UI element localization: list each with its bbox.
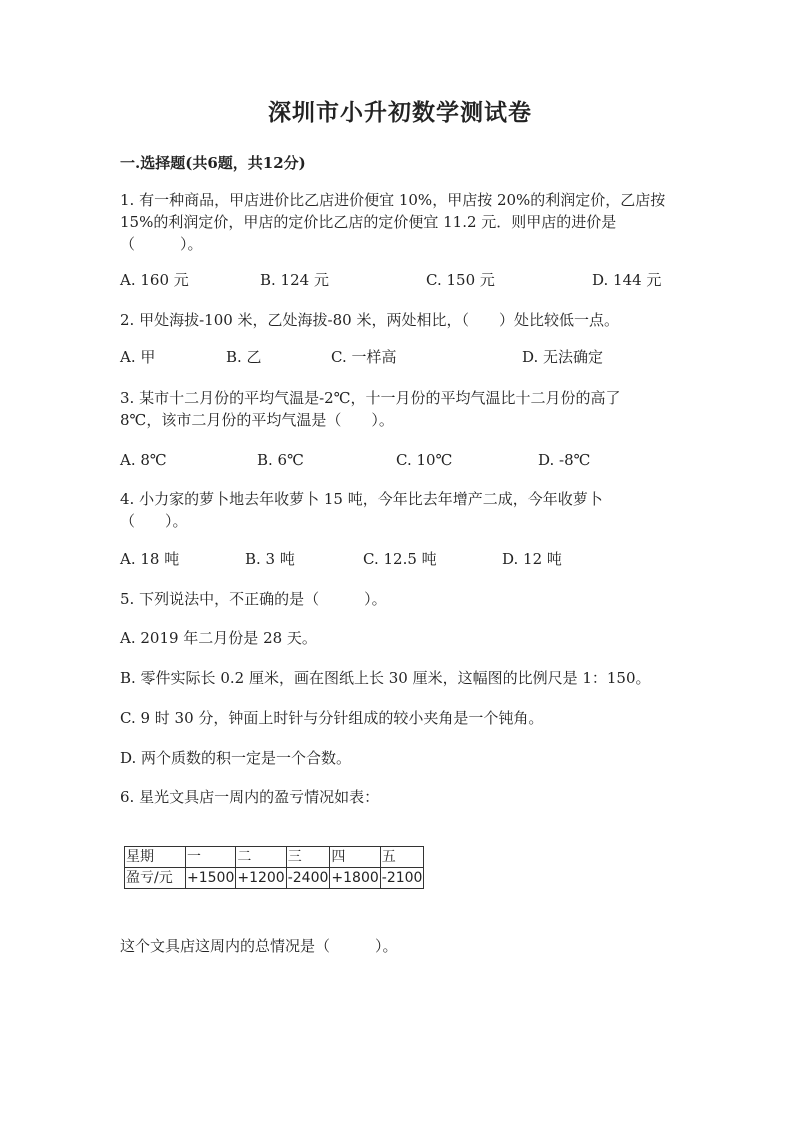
question-5-option-d: D. 两个质数的积一定是一个合数。 xyxy=(120,749,352,767)
table-row xyxy=(125,868,424,889)
question-1-line-2: 15%的利润定价，甲店的定价比乙店的定价便宜 11.2 元．则甲店的进价是 xyxy=(120,213,617,231)
question-1-option-a: A. 160 元 xyxy=(120,271,189,289)
table-header-cell: 四 xyxy=(330,847,380,868)
question-4-option-b: B. 3 吨 xyxy=(245,550,295,568)
question-4-option-a: A. 18 吨 xyxy=(120,550,180,568)
table-cell: +1500 xyxy=(186,868,236,889)
question-5-option-a: A. 2019 年二月份是 28 天。 xyxy=(120,629,317,647)
table-header-cell: 五 xyxy=(380,847,424,868)
question-1-option-b: B. 124 元 xyxy=(260,271,329,289)
question-4-line-2: （ ）。 xyxy=(120,512,188,530)
question-1-option-c: C. 150 元 xyxy=(426,271,495,289)
table-header-cell: 二 xyxy=(236,847,286,868)
question-2-option-a: A. 甲 xyxy=(120,348,156,366)
question-2-option-b: B. 乙 xyxy=(226,348,262,366)
question-3-line-2: 8℃，该市二月份的平均气温是（ ）。 xyxy=(120,411,394,429)
question-1-option-d: D. 144 元 xyxy=(592,271,662,289)
question-2-line-1: 2. 甲处海拔-100 米，乙处海拔-80 米，两处相比，（ ）处比较低一点。 xyxy=(120,311,619,329)
table-cell: +1200 xyxy=(236,868,286,889)
question-5-option-c: C. 9 时 30 分，钟面上时针与分针组成的较小夹角是一个钝角。 xyxy=(120,709,544,727)
question-4-option-c: C. 12.5 吨 xyxy=(363,550,437,568)
question-3-line-1: 3. 某市十二月份的平均气温是-2℃，十一月份的平均气温比十二月份的高了 xyxy=(120,389,621,407)
question-4-line-1: 4. 小力家的萝卜地去年收萝卜 15 吨，今年比去年增产二成，今年收萝卜 xyxy=(120,490,603,508)
table-cell: 盈亏/元 xyxy=(125,868,186,889)
question-3-option-b: B. 6℃ xyxy=(257,451,304,469)
question-1-line-1: 1. 有一种商品，甲店进价比乙店进价便宜 10%，甲店按 20%的利润定价，乙店按 xyxy=(120,191,666,209)
question-3-option-d: D. -8℃ xyxy=(538,451,591,469)
page-title: 深圳市小升初数学测试卷 xyxy=(268,99,532,126)
section-heading: 一.选择题(共6题，共12分) xyxy=(120,154,306,172)
question-3-option-a: A. 8℃ xyxy=(120,451,167,469)
question-1-line-3: （ ）。 xyxy=(120,235,203,253)
table-cell: +1800 xyxy=(330,868,380,889)
question-6-line-1: 6. 星光文具店一周内的盈亏情况如表： xyxy=(120,788,380,806)
question-4-option-d: D. 12 吨 xyxy=(502,550,562,568)
table-header-row xyxy=(125,847,424,868)
table-header-cell: 星期 xyxy=(125,847,186,868)
question-6-after-text: 这个文具店这周内的总情况是（ ）。 xyxy=(120,937,398,955)
question-2-option-d: D. 无法确定 xyxy=(522,348,604,366)
table-cell: -2100 xyxy=(380,868,424,889)
table-header-cell: 三 xyxy=(286,847,330,868)
question-2-option-c: C. 一样高 xyxy=(331,348,397,366)
profit-loss-table xyxy=(124,846,424,889)
question-5-option-b: B. 零件实际长 0.2 厘米，画在图纸上长 30 厘米，这幅图的比例尺是 1：150。 xyxy=(120,669,651,687)
question-3-option-c: C. 10℃ xyxy=(396,451,453,469)
table-header-cell: 一 xyxy=(186,847,236,868)
table-cell: -2400 xyxy=(286,868,330,889)
question-5-line-1: 5. 下列说法中，不正确的是（ ）。 xyxy=(120,590,387,608)
